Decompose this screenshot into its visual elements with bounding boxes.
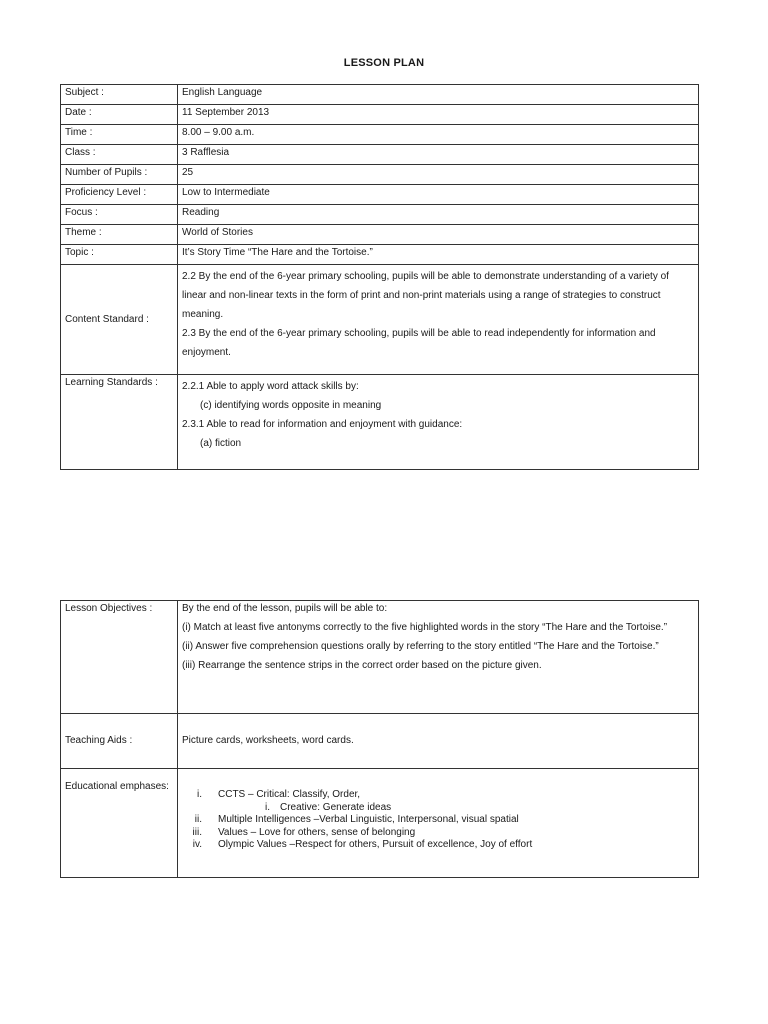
list-item	[182, 814, 694, 827]
row-label: Topic :	[61, 245, 178, 265]
table-row	[61, 145, 699, 165]
row-label: Time :	[61, 125, 178, 145]
teaching-aids-value: Picture cards, worksheets, word cards.	[178, 714, 699, 769]
learning-standard-line: 2.2.1 Able to apply word attack skills by:	[182, 381, 359, 392]
row-label: Class :	[61, 145, 178, 165]
table-row	[61, 85, 699, 105]
list-number: i.	[197, 789, 202, 800]
learning-standard-line: (c) identifying words opposite in meaning	[200, 400, 382, 411]
table-row	[61, 205, 699, 225]
row-value: English Language	[178, 85, 699, 105]
list-text: Values – Love for others, sense of belonging	[218, 826, 416, 838]
row-value: It’s Story Time “The Hare and the Tortoise.”	[178, 245, 699, 265]
list-number: iii.	[192, 826, 202, 838]
teaching-aids-label: Teaching Aids :	[61, 714, 178, 769]
list-text: CCTS – Critical: Classify, Order,	[218, 789, 361, 800]
learning-standard-line: (a) fiction	[200, 438, 242, 449]
row-value: Low to Intermediate	[178, 185, 699, 205]
list-number: i.	[265, 801, 270, 813]
lesson-objective-item: (ii) Answer five comprehension questions orally by referring to the story entitled “The Hare and the Tortoise.”	[182, 641, 659, 652]
content-standard-item: 2.3 By the end of the 6-year primary schooling, pupils will be able to read independently for information and enjoyment.	[182, 328, 656, 358]
row-label: Theme :	[61, 225, 178, 245]
row-label: Date :	[61, 105, 178, 125]
lesson-objectives-table	[60, 600, 699, 878]
learning-standards-label: Learning Standards :	[61, 375, 178, 470]
content-standard-item: 2.2 By the end of the 6-year primary schooling, pupils will be able to demonstrate understanding of a variety of linear and non-linear texts in the form of print and non-print materials using a range of strategies to construct meaning.	[182, 271, 669, 320]
row-value: World of Stories	[178, 225, 699, 245]
content-standard-label: Content Standard :	[61, 265, 178, 375]
row-value: Reading	[178, 205, 699, 225]
list-item	[182, 802, 694, 815]
table-row	[61, 105, 699, 125]
list-number: iv.	[192, 839, 202, 850]
lesson-objectives-value	[178, 601, 699, 714]
table-row	[61, 245, 699, 265]
row-label: Subject :	[61, 85, 178, 105]
learning-standards-row	[61, 375, 699, 470]
lesson-objectives-label: Lesson Objectives :	[61, 601, 178, 714]
page-title: LESSON PLAN	[343, 57, 425, 69]
lesson-objective-item: (iii) Rearrange the sentence strips in the correct order based on the picture given.	[182, 660, 542, 671]
educational-emphases-list	[182, 789, 694, 852]
row-label: Focus :	[61, 205, 178, 225]
list-number: ii.	[194, 814, 202, 825]
educational-emphases-row	[61, 769, 699, 878]
teaching-aids-row	[61, 714, 699, 769]
table-row	[61, 165, 699, 185]
list-text: Creative: Generate ideas	[280, 801, 392, 813]
lesson-objectives-row	[61, 601, 699, 714]
list-text: Olympic Values –Respect for others, Pursuit of excellence, Joy of effort	[218, 839, 533, 850]
table-row	[61, 125, 699, 145]
list-text: Multiple Intelligences –Verbal Linguistic, Interpersonal, visual spatial	[218, 814, 519, 825]
list-item	[182, 839, 694, 852]
row-label: Number of Pupils :	[61, 165, 178, 185]
lesson-objective-item: (i) Match at least five antonyms correctly to the five highlighted words in the story “The Hare and the Tortoise.”	[182, 622, 668, 633]
content-standard-value	[178, 265, 699, 375]
row-value: 11 September 2013	[178, 105, 699, 125]
row-label: Proficiency Level :	[61, 185, 178, 205]
learning-standard-line: 2.3.1 Able to read for information and enjoyment with guidance:	[182, 419, 463, 430]
lesson-objectives-intro: By the end of the lesson, pupils will be able to:	[182, 603, 388, 614]
row-value: 25	[178, 165, 699, 185]
table-row	[61, 185, 699, 205]
content-standard-row	[61, 265, 699, 375]
list-item	[182, 827, 694, 840]
educational-emphases-label: Educational emphases:	[61, 769, 178, 878]
learning-standards-value	[178, 375, 699, 470]
list-item	[182, 789, 694, 802]
row-value: 8.00 – 9.00 a.m.	[178, 125, 699, 145]
table-row	[61, 225, 699, 245]
educational-emphases-value	[178, 769, 699, 878]
lesson-details-table	[60, 84, 699, 470]
row-value: 3 Rafflesia	[178, 145, 699, 165]
